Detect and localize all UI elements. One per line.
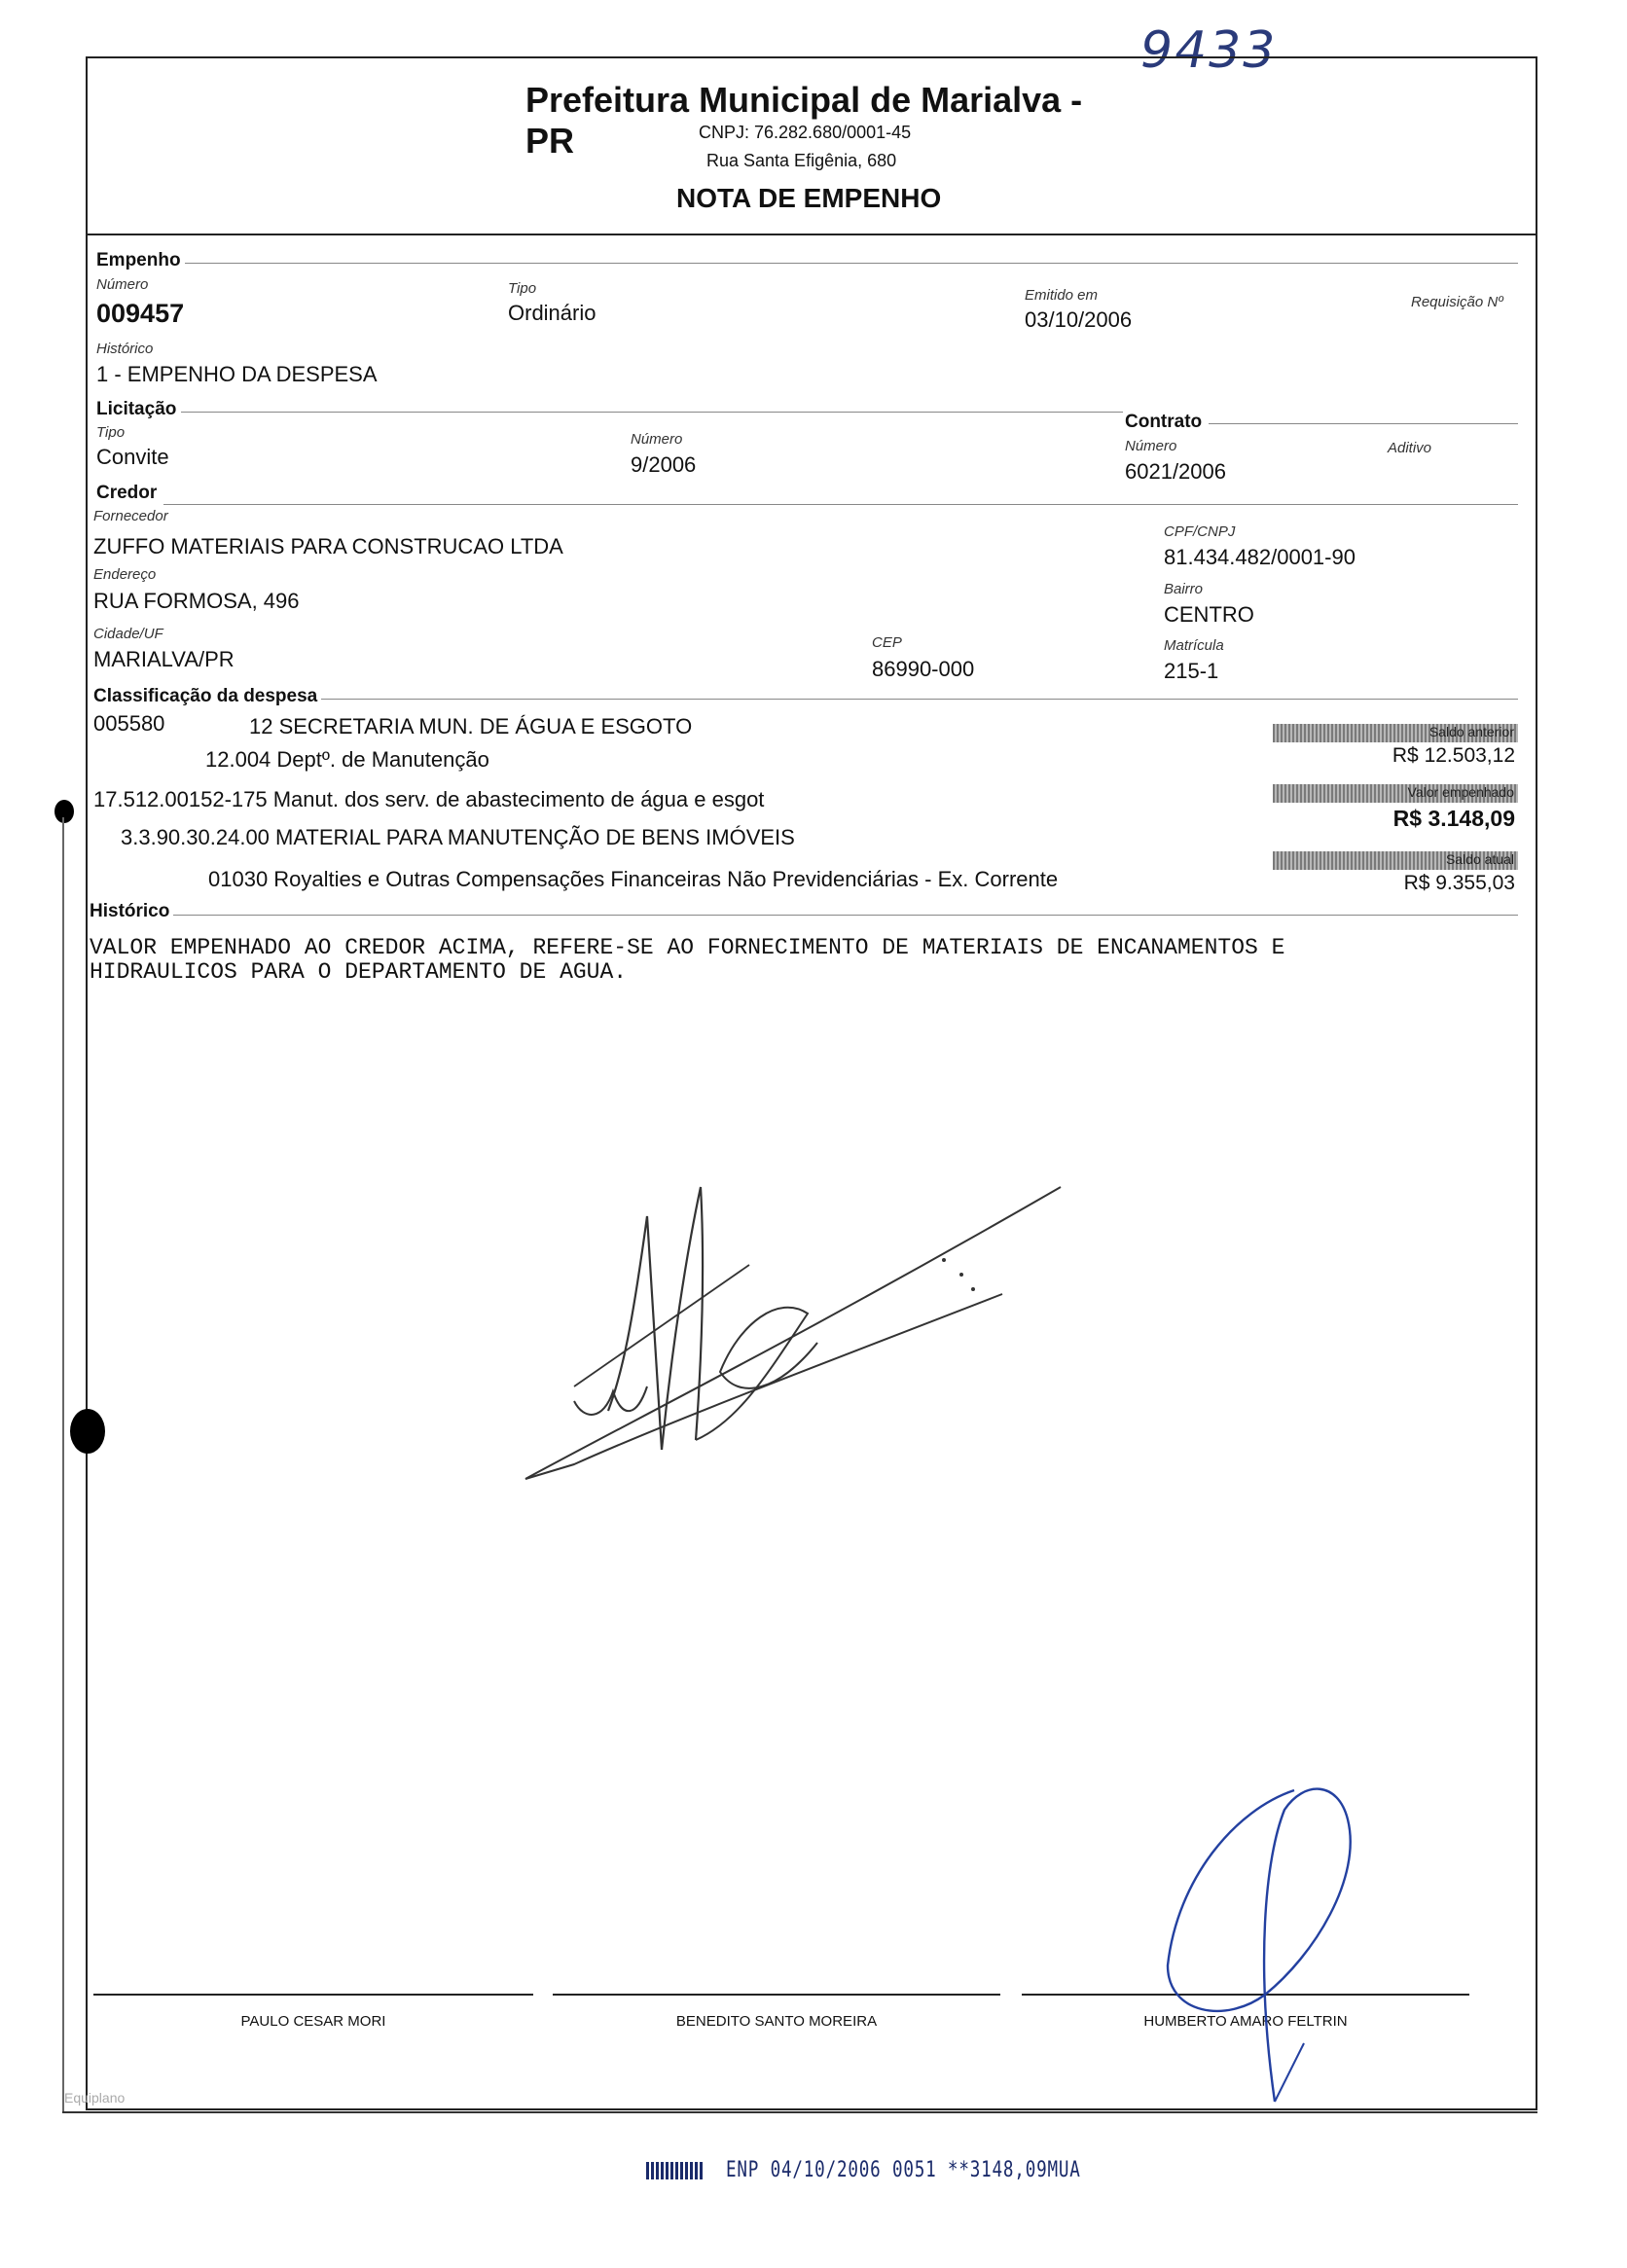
contrato-numero: 6021/2006 — [1125, 459, 1226, 484]
page-title: Prefeitura Municipal de Marialva - PR — [525, 80, 1083, 161]
cidade-label: Cidade/UF — [93, 626, 163, 642]
empenho-numero: 009457 — [96, 299, 185, 328]
endereco-label: Endereço — [93, 566, 157, 583]
bank-stamp-logo — [646, 2162, 705, 2179]
signature-line-1 — [93, 1994, 533, 1996]
signature-loop — [1148, 1771, 1382, 2121]
cpf-label: CPF/CNPJ — [1164, 523, 1236, 540]
saldo-anterior-value: R$ 12.503,12 — [1392, 744, 1515, 767]
emitido-date: 03/10/2006 — [1025, 307, 1133, 332]
address-text: Rua Santa Efigênia, 680 — [706, 151, 897, 170]
empenho-section-label: Empenho — [96, 250, 181, 270]
classificacao-line1: 12 SECRETARIA MUN. DE ÁGUA E ESGOTO — [249, 714, 693, 738]
matricula-label: Matrícula — [1164, 637, 1224, 654]
binder-hole-bottom — [70, 1409, 105, 1454]
classificacao-line4: 3.3.90.30.24.00 MATERIAL PARA MANUTENÇÃO DE BENS IMÓVEIS — [121, 825, 795, 849]
contrato-section-label: Contrato — [1125, 412, 1203, 432]
licitacao-rule — [181, 412, 1123, 413]
empenho-tipo-label: Tipo — [508, 280, 537, 297]
licitacao-numero: 9/2006 — [631, 452, 697, 477]
classificacao-line5: 01030 Royalties e Outras Compensações Financeiras Não Previdenciárias - Ex. Corrente — [208, 867, 1059, 891]
left-edge-line — [62, 817, 64, 2111]
empenho-tipo: Ordinário — [508, 301, 597, 325]
licitacao-section-label: Licitação — [96, 399, 177, 419]
signature-scribble — [516, 1177, 1080, 1489]
historico-line1: VALOR EMPENHADO AO CREDOR ACIMA, REFERE-SE AO FORNECIMENTO DE MATERIAIS DE ENCANAMENTOS E — [90, 935, 1285, 960]
signature-line-2 — [553, 1994, 1000, 1996]
requisicao-label: Requisição Nº — [1411, 294, 1503, 310]
historico-line2: HIDRAULICOS PARA O DEPARTAMENTO DE AGUA. — [90, 959, 628, 985]
footer-mark: Equiplano — [64, 2090, 126, 2106]
cpf-value: 81.434.482/0001-90 — [1164, 545, 1356, 569]
matricula-value: 215-1 — [1164, 659, 1219, 683]
fornecedor-label: Fornecedor — [93, 508, 168, 524]
empenho-rule — [185, 263, 1518, 264]
cidade-value: MARIALVA/PR — [93, 647, 235, 671]
header-separator — [86, 234, 1536, 235]
endereco-value: RUA FORMOSA, 496 — [93, 589, 300, 613]
licitacao-tipo: Convite — [96, 445, 169, 469]
cnpj-text: CNPJ: 76.282.680/0001-45 — [699, 123, 912, 142]
signature-name-3: HUMBERTO AMARO FELTRIN — [1143, 2013, 1348, 2030]
classificacao-line3: 17.512.00152-175 Manut. dos serv. de abastecimento de água e esgot — [93, 787, 765, 811]
saldo-atual-value: R$ 9.355,03 — [1403, 872, 1515, 894]
historico-section-label: Histórico — [90, 901, 170, 921]
valor-empenhado-label: Valor empenhado — [1273, 784, 1518, 803]
binder-hole-top — [54, 800, 74, 823]
credor-section-label: Credor — [96, 483, 158, 503]
empenho-historico-label: Histórico — [96, 341, 154, 357]
cep-value: 86990-000 — [872, 657, 975, 681]
emitido-label: Emitido em — [1025, 287, 1099, 304]
empenho-historico: 1 - EMPENHO DA DESPESA — [96, 362, 378, 386]
classificacao-line2: 12.004 Deptº. de Manutenção — [205, 747, 489, 772]
bank-stamp: ENP 04/10/2006 0051 **3148,09MUA — [726, 2158, 1081, 2182]
valor-empenhado-value: R$ 3.148,09 — [1392, 806, 1515, 831]
credor-rule — [163, 504, 1518, 505]
licitacao-numero-label: Número — [631, 431, 683, 448]
empenho-numero-label: Número — [96, 276, 149, 293]
document-title: NOTA DE EMPENHO — [676, 183, 942, 213]
bairro-label: Bairro — [1164, 581, 1204, 597]
contrato-rule — [1209, 423, 1518, 424]
saldo-anterior-label: Saldo anterior — [1273, 724, 1518, 742]
signature-name-2: BENEDITO SANTO MOREIRA — [675, 2013, 878, 2030]
classificacao-code: 005580 — [93, 711, 165, 736]
contrato-numero-label: Número — [1125, 438, 1177, 454]
historico-rule — [173, 915, 1518, 916]
bairro-value: CENTRO — [1164, 602, 1254, 627]
classificacao-section-label: Classificação da despesa — [93, 686, 318, 706]
cep-label: CEP — [872, 634, 902, 651]
stamp-number: 9433 — [1140, 21, 1278, 80]
signature-name-1: PAULO CESAR MORI — [240, 2013, 386, 2030]
licitacao-tipo-label: Tipo — [96, 424, 126, 441]
aditivo-label: Aditivo — [1388, 440, 1432, 456]
classificacao-rule — [321, 699, 1518, 700]
fornecedor-name: ZUFFO MATERIAIS PARA CONSTRUCAO LTDA — [93, 534, 563, 558]
saldo-atual-label: Saldo atual — [1273, 851, 1518, 870]
